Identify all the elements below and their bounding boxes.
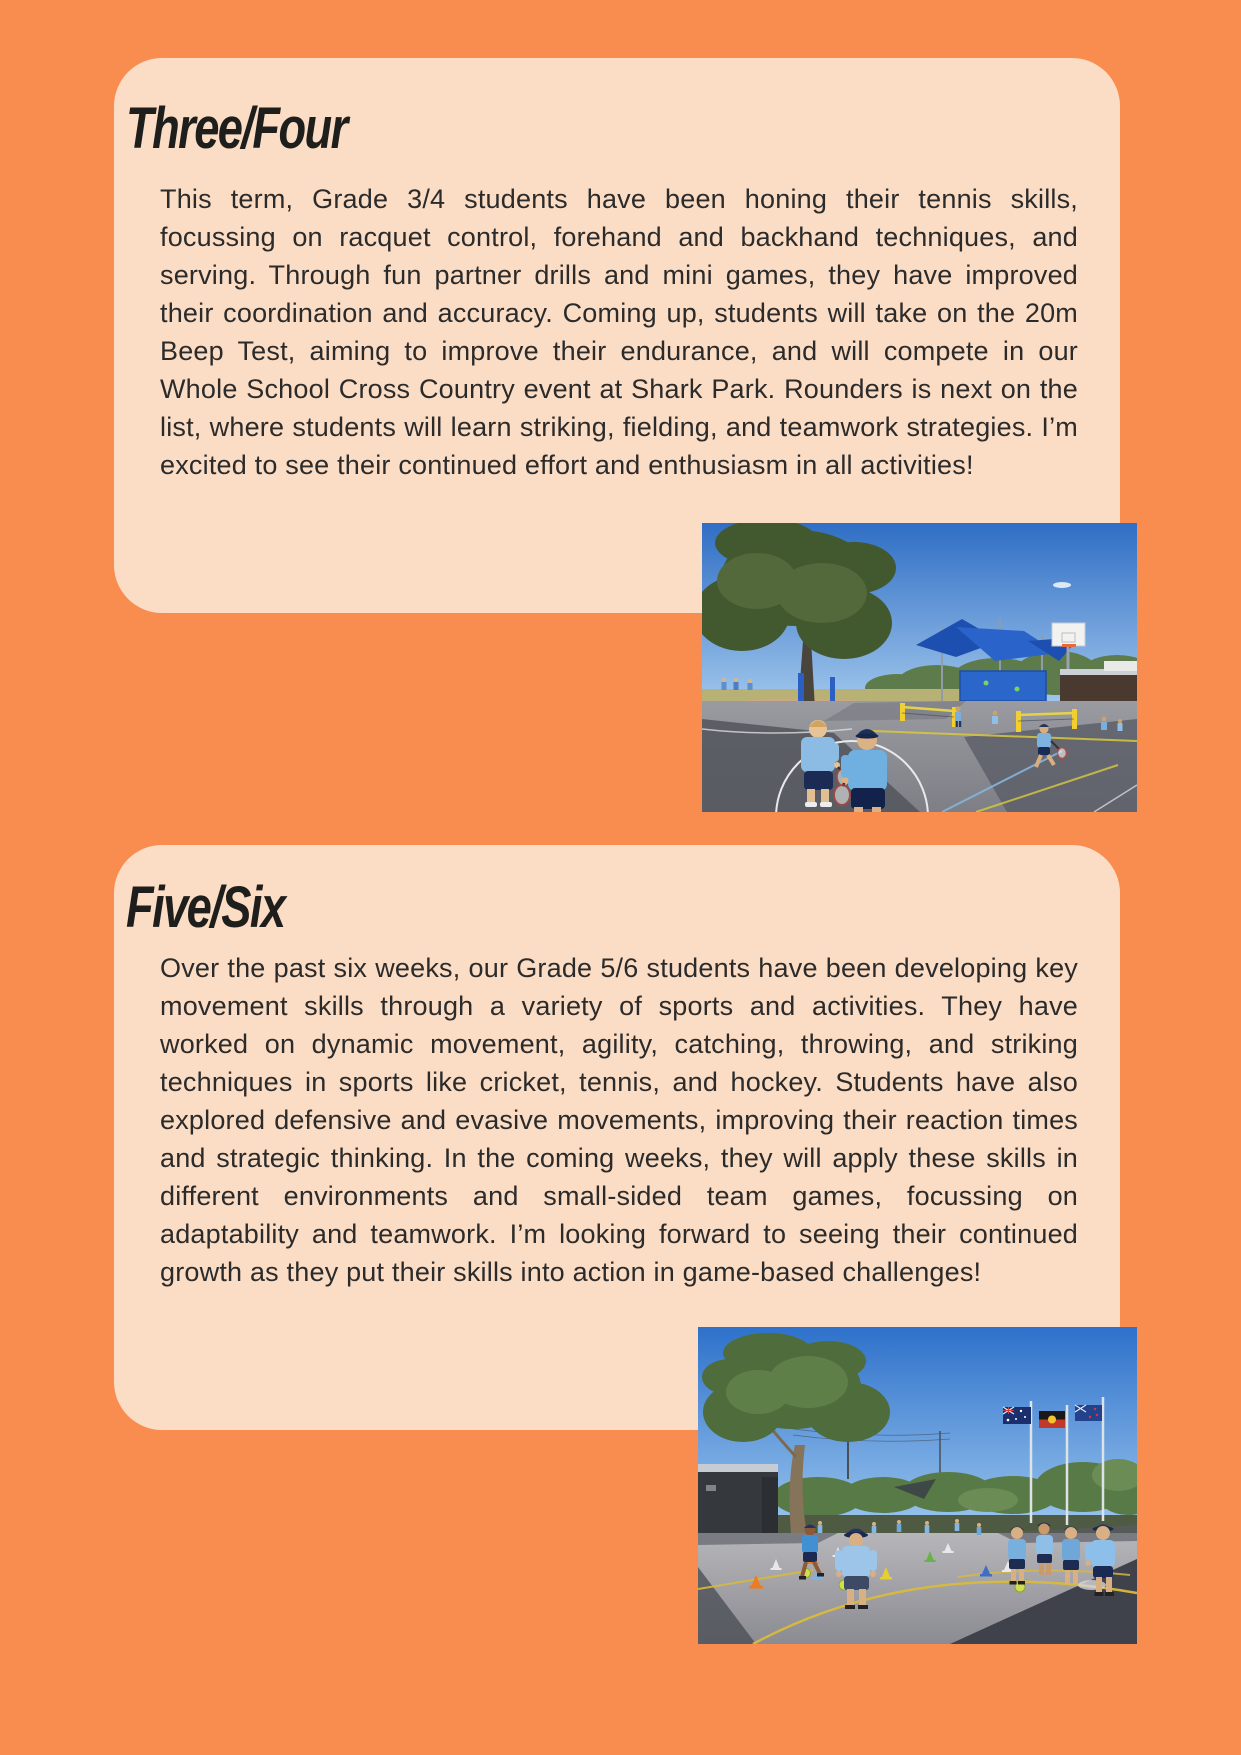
grade-5-6-cones-photo-art — [698, 1327, 1137, 1644]
grade-3-4-tennis-photo — [702, 523, 1137, 812]
five-six-heading-text: Five/Six — [126, 875, 285, 940]
five-six-body-text: Over the past six weeks, our Grade 5/6 students have been developing key movement skills through a variety of sports and activities. They have worked on dynamic movement, agility, catching, throwing, and striking techniques in sports like cricket, tennis, and hockey. Students have also explored defensive and evasive movements, improving their reaction times and strategic thinking. In the coming weeks, they will apply these skills in different environments and small-sided team games, focussing on adaptability and teamwork. I’m looking forward to seeing their continued growth as they put their skills into action in game-based challenges! — [160, 953, 1078, 1287]
three-four-heading — [126, 96, 409, 161]
three-four-heading-text: Three/Four — [126, 96, 347, 161]
five-six-heading — [126, 875, 329, 940]
grade-5-6-cones-photo — [698, 1327, 1137, 1644]
three-four-body-text: This term, Grade 3/4 students have been honing their tennis skills, focussing on racquet control, forehand and backhand techniques, and serving. Through fun partner drills and mini games, they have improved their coordination and accuracy. Coming up, students will take on the 20m Beep Test, aiming to improve their endurance, and will compete in our Whole School Cross Country event at Shark Park. Rounders is next on the list, where students will learn striking, fielding, and teamwork strategies. I’m excited to see their continued effort and enthusiasm in all activities! — [160, 184, 1078, 480]
grade-3-4-tennis-photo-art — [702, 523, 1137, 812]
